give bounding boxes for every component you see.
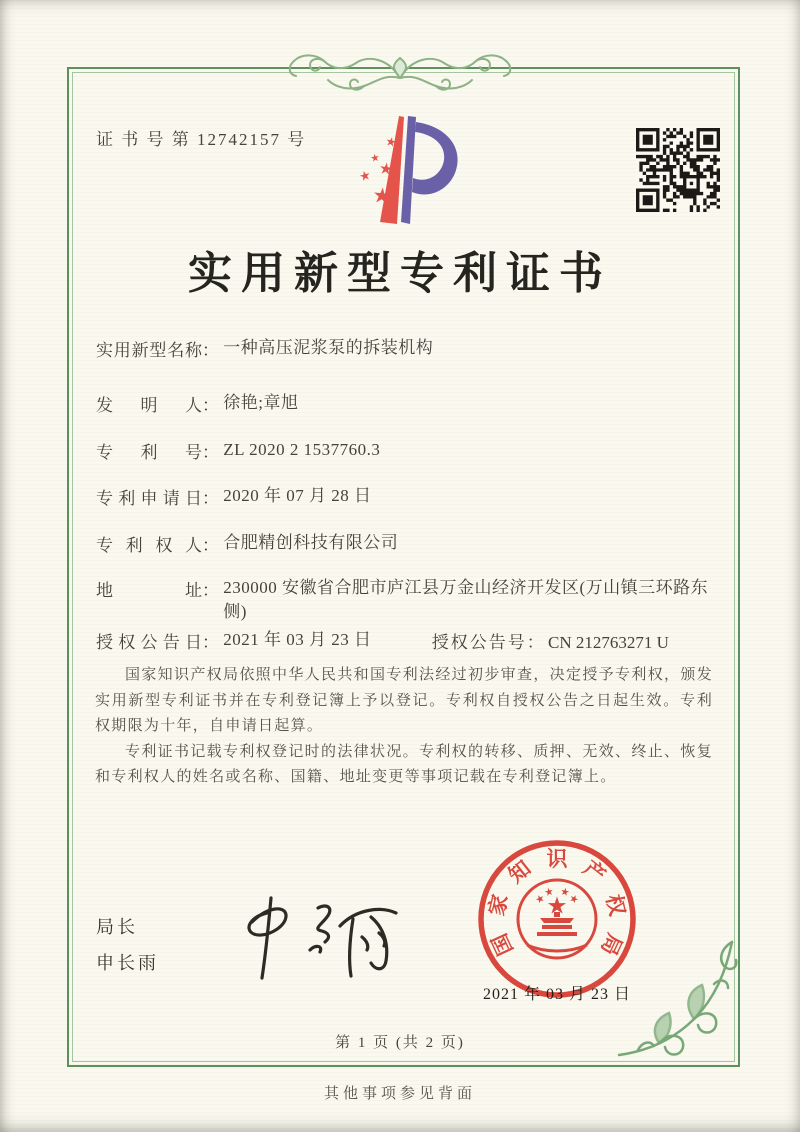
field-colon: ： — [202, 443, 219, 462]
page-number: 第 1 页 (共 2 页) — [335, 1035, 465, 1051]
field-row-filing-date — [96, 484, 372, 509]
legal-text-block — [95, 663, 713, 791]
field-label: 授权公告日 — [96, 633, 202, 652]
field-row-address — [96, 576, 715, 624]
field-label: 实用新型名称 — [96, 341, 202, 360]
field-colon: ： — [202, 536, 219, 555]
field-label: 地址 — [96, 581, 202, 600]
field-row-patentee — [96, 531, 398, 556]
svg-text:家: 家 — [484, 892, 513, 919]
director-title: 局长 — [96, 917, 138, 937]
field-label: 专利号 — [96, 443, 202, 462]
field-value: 徐艳;章旭 — [223, 393, 299, 412]
field-value: 一种高压泥浆泵的拆装机构 — [223, 338, 434, 357]
field-colon: ： — [202, 396, 219, 415]
top-scroll-ornament-icon — [280, 46, 520, 100]
body-paragraph: 专利证书记载专利权登记时的法律状况。专利权的转移、质押、无效、终止、恢复和专利权人的姓名或名称、国籍、地址变更等事项记载在专利登记簿上。 — [95, 743, 713, 785]
director-signature-icon — [222, 890, 412, 988]
field-colon: ： — [526, 633, 544, 652]
cnipa-logo-icon — [338, 112, 468, 232]
field-label: 专利申请日 — [96, 489, 202, 508]
field-value: 230000 安徽省合肥市庐江县万金山经济开发区(万山镇三环路东侧) — [223, 578, 709, 621]
field-value: CN 212763271 U — [548, 633, 669, 652]
back-note: 其他事项参见背面 — [323, 1086, 476, 1102]
seal-date: 2021 年 03 月 23 日 — [482, 986, 631, 1003]
field-colon: ： — [202, 581, 219, 600]
svg-text:产: 产 — [578, 855, 611, 888]
field-row-grant — [96, 628, 669, 653]
svg-text:局: 局 — [596, 929, 627, 960]
body-paragraph: 国家知识产权局依照中华人民共和国专利法经过初步审查，决定授予专利权，颁发实用新型专利证书并在专利登记簿上予以登记。专利权自授权公告之日起生效。专利权期限为十年，自申请日起算。 — [95, 667, 713, 734]
field-label: 授权公告号 — [431, 633, 527, 652]
certificate-number: 证 书 号 第 12742157 号 — [96, 130, 307, 149]
field-row-name — [96, 336, 433, 361]
field-colon: ： — [202, 341, 219, 360]
field-value: 合肥精创科技有限公司 — [223, 533, 399, 552]
field-value: 2021 年 03 月 23 日 — [223, 630, 372, 649]
field-value: ZL 2020 2 1537760.3 — [223, 440, 381, 459]
field-row-inventor — [96, 391, 298, 416]
director-name: 申长雨 — [96, 953, 159, 973]
field-label: 专利权人 — [96, 536, 202, 555]
field-colon: ： — [202, 633, 219, 652]
field-label: 发明人 — [96, 396, 202, 415]
certificate-title: 实用新型专利证书 — [188, 249, 612, 298]
grant-number-group — [432, 628, 669, 653]
svg-text:知: 知 — [503, 855, 536, 888]
svg-text:权: 权 — [601, 892, 630, 919]
svg-text:识: 识 — [546, 846, 568, 871]
field-row-patent-no — [96, 438, 380, 463]
qr-code-icon — [636, 128, 720, 212]
field-colon: ： — [202, 489, 219, 508]
field-value: 2020 年 07 月 28 日 — [223, 486, 372, 505]
svg-text:国: 国 — [487, 929, 518, 960]
